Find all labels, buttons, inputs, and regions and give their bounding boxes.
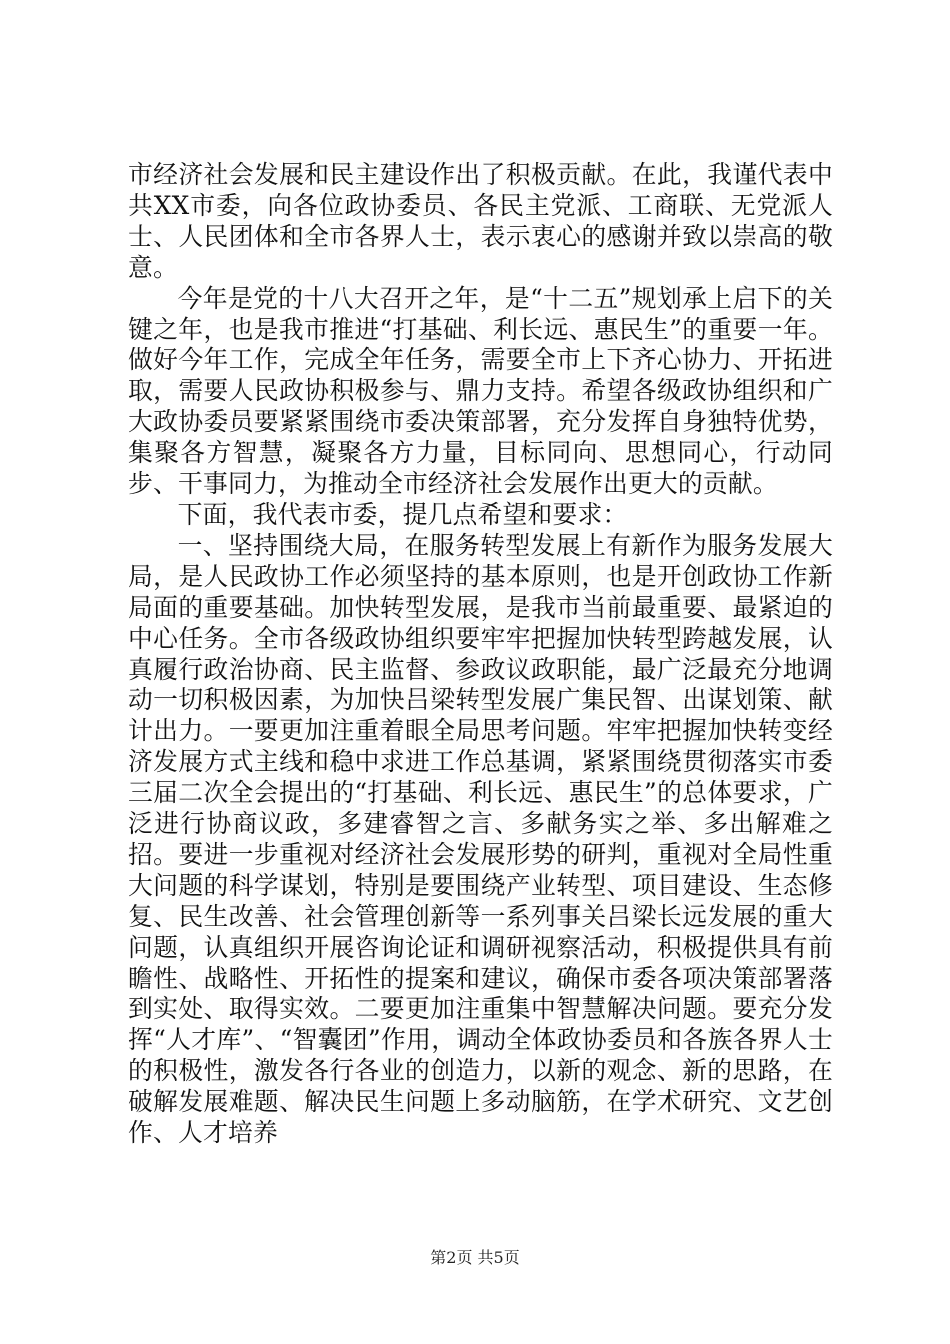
page-number-footer: 第2页 共5页 [430, 1248, 520, 1267]
paragraph-4: 一、坚持围绕大局，在服务转型发展上有新作为服务发展大局，是人民政协工作必须坚持的基本原则，也是开创政协工作新局面的重要基础。加快转型发展，是我市当前最重要、最紧迫的中心任务。全市各级政协组织要牢牢把握加快转型跨越发展，认真履行政治协商、民主监督、参政议政职能，最广泛最充分地调动一切积极因素，为加快吕梁转型发展广集民智、出谋划策、献计出力。一要更加注重着眼全局思考问题。牢牢把握加快转变经济发展方式主线和稳中求进工作总基调，紧紧围绕贯彻落实市委三届二次全会提出的“打基础、利长远、惠民生”的总体要求，广泛进行协商议政，多建睿智之言、多献务实之举、多出解难之招。要进一步重视对经济社会发展形势的研判，重视对全局性重大问题的科学谋划，特别是要围绕产业转型、项目建设、生态修复、民生改善、社会管理创新等一系列事关吕梁长远发展的重大问题，认真组织开展咨询论证和调研视察活动，积极提供具有前瞻性、战略性、开拓性的提案和建议，确保市委各项决策部署落到实处、取得实效。二要更加注重集中智慧解决问题。要充分发挥“人才库”、“智囊团”作用，调动全体政协委员和各族各界人士的积极性，激发各行各业的创造力，以新的观念、新的思路，在破解发展难题、解决民生问题上多动脑筋，在学术研究、文艺创作、人才培养 [128, 530, 833, 1148]
paragraph-1: 市经济社会发展和民主建设作出了积极贡献。在此，我谨代表中共XX市委，向各位政协委员、各民主党派、工商联、无党派人士、人民团体和全市各界人士，表示衷心的感谢并致以崇高的敬意。 [128, 160, 833, 282]
document-body [128, 160, 833, 1149]
paragraph-2: 今年是党的十八大召开之年，是“十二五”规划承上启下的关键之年，也是我市推进“打基础、利长远、惠民生”的重要一年。做好今年工作，完成全年任务，需要全市上下齐心协力、开拓进取，需要人民政协积极参与、鼎力支持。希望各级政协组织和广大政协委员要紧紧围绕市委决策部署，充分发挥自身独特优势，集聚各方智慧，凝聚各方力量，目标同向、思想同心，行动同步、干事同力，为推动全市经济社会发展作出更大的贡献。 [128, 283, 833, 499]
paragraph-3: 下面，我代表市委，提几点希望和要求： [177, 499, 628, 529]
